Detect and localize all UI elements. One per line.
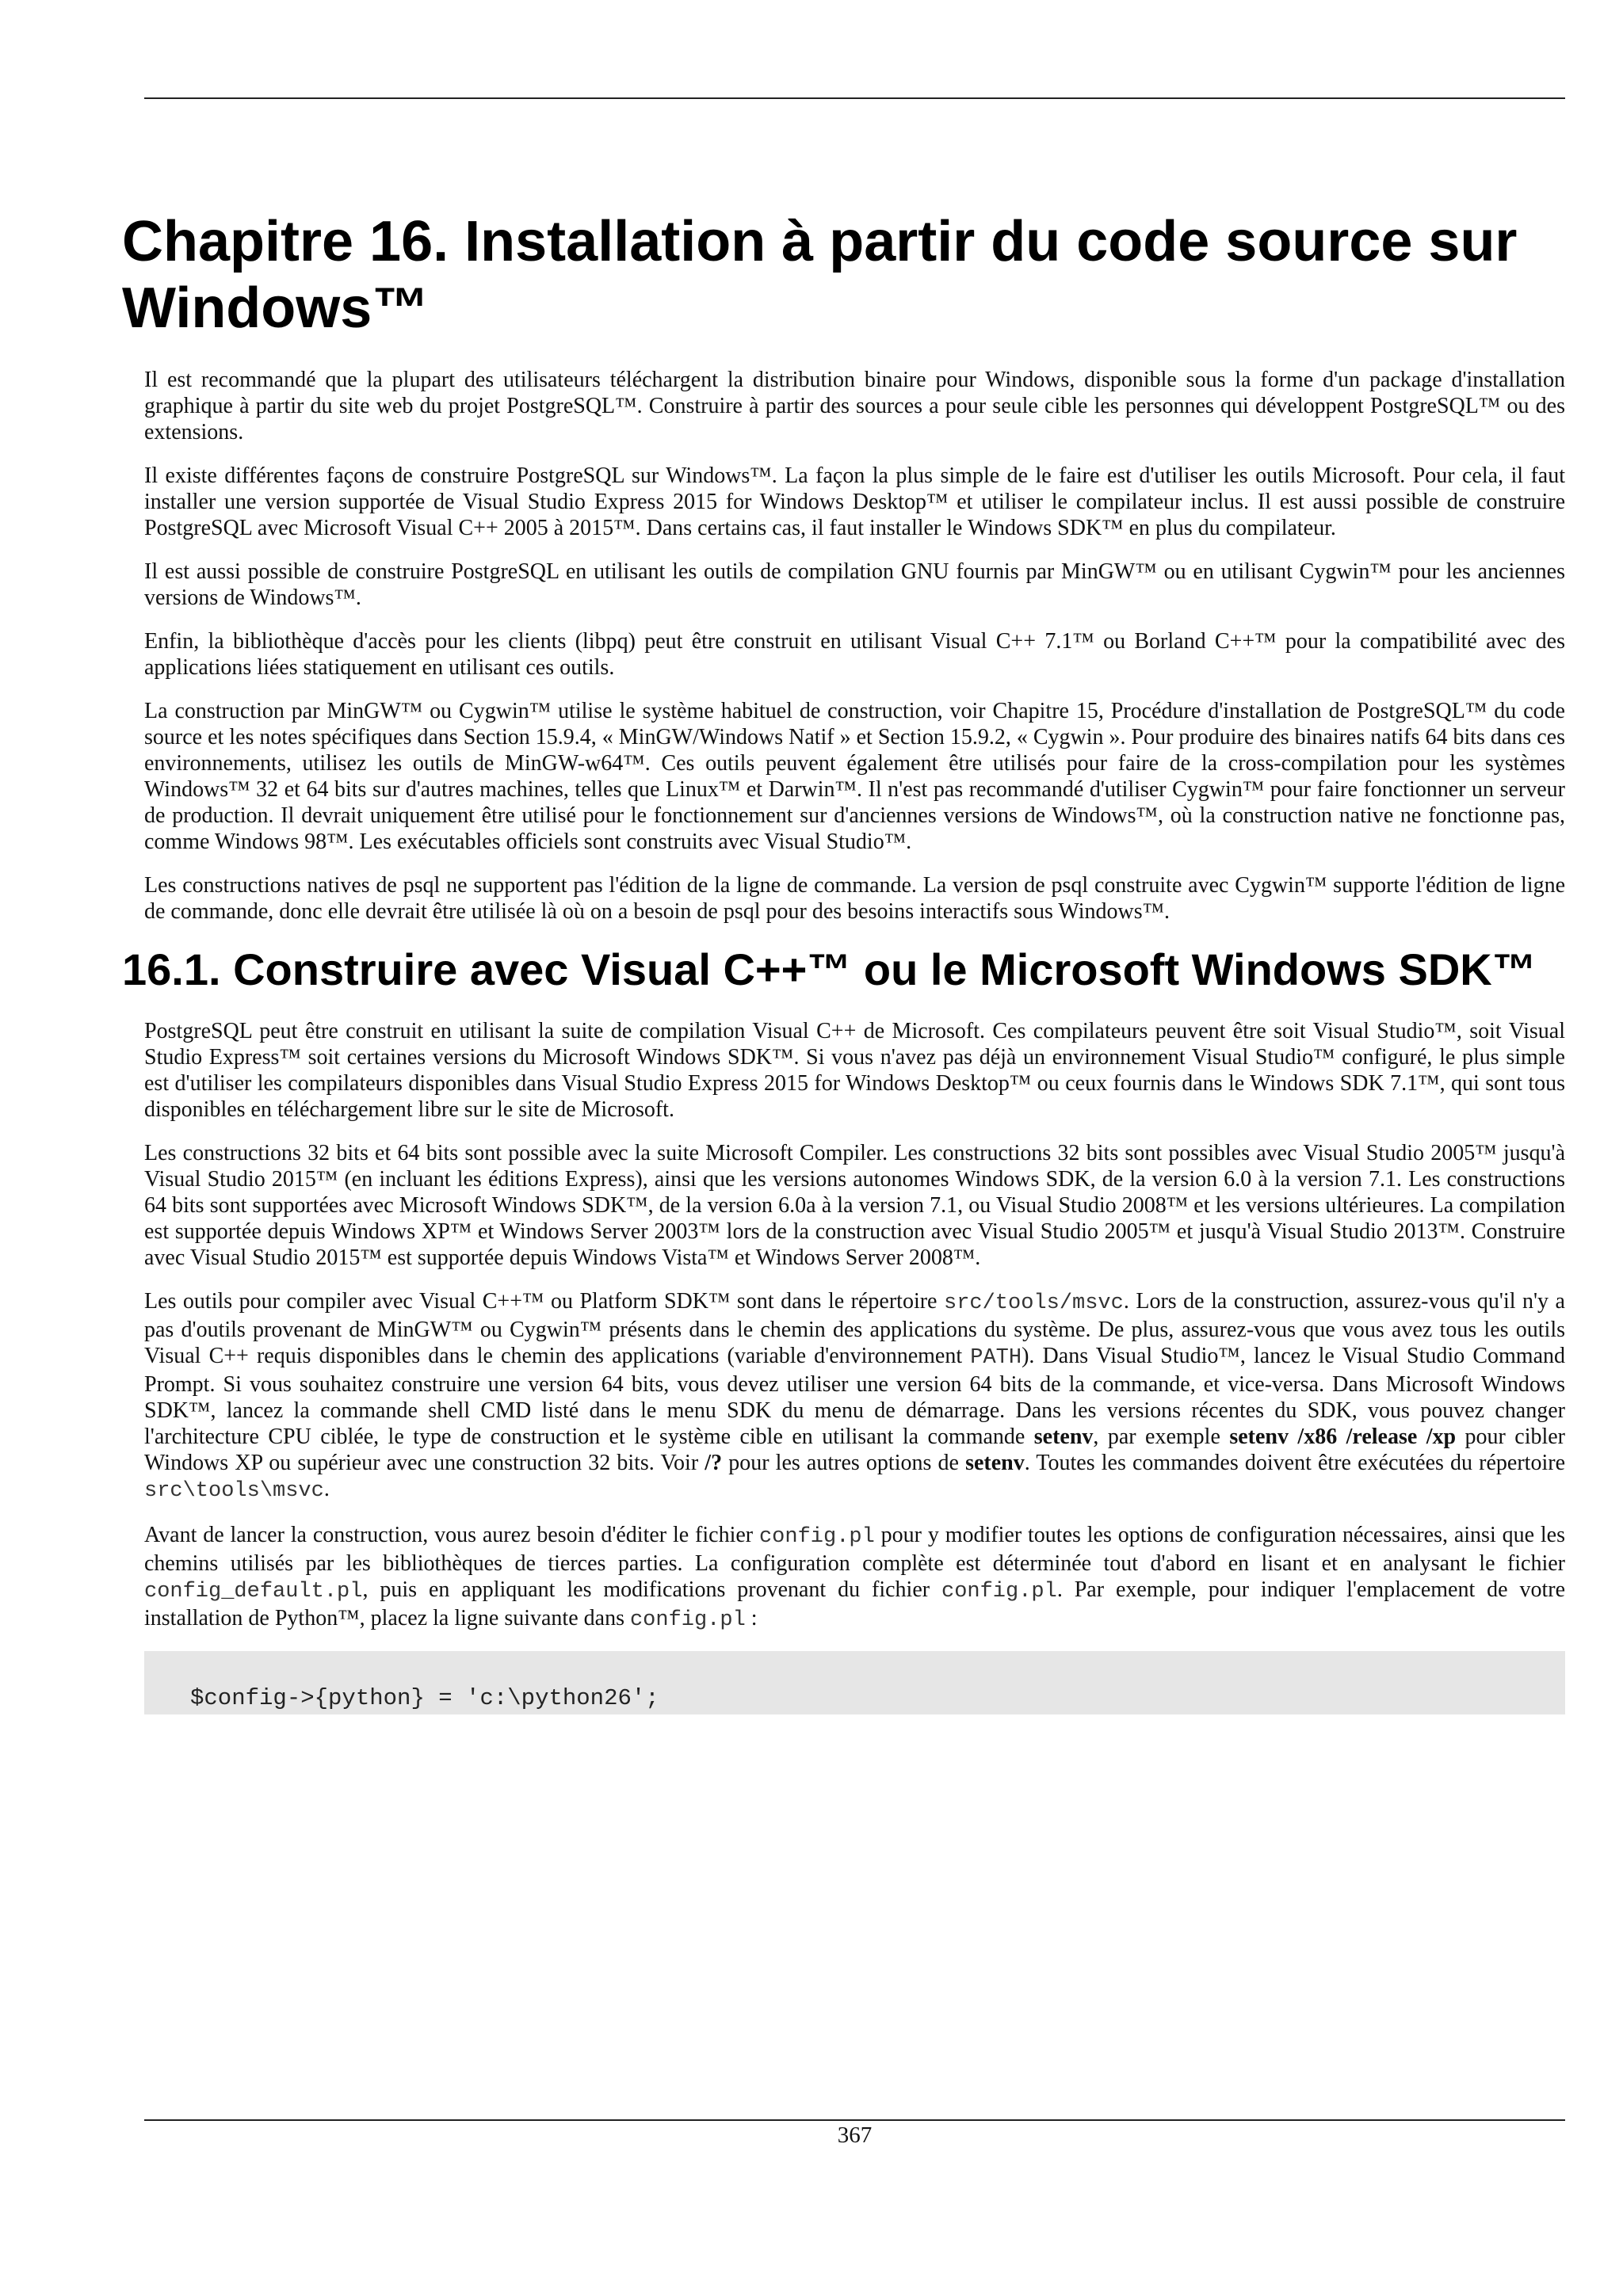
command-name: setenv — [1033, 1425, 1094, 1449]
section-paragraph-3 — [144, 1288, 1565, 1505]
footer-rule — [144, 2119, 1565, 2121]
chapter-paragraph-4: Enfin, la bibliothèque d'accès pour les clients (libpq) peut être construit en utilisant Visual C++ 7.1™ ou Borland C++™ pour la compatibilité avec des applications liées statiquement en utilisant ces outils. — [144, 629, 1565, 680]
text-run: . — [323, 1477, 330, 1501]
section-body — [144, 1018, 1565, 1714]
code-block — [144, 1651, 1565, 1714]
text-run: . Par exemple, pour indiquer l'emplacement de votre installation de Python™, placez la ligne suivante dans — [144, 1577, 1565, 1630]
code-line: $config->{python} = 'c:\python26'; — [190, 1685, 659, 1711]
chapter-paragraph-2: Il existe différentes façons de construire PostgreSQL sur Windows™. La façon la plus simple de le faire est d'utiliser les outils Microsoft. Pour cela, il faut installer une version supportée de Visual Studio Express 2015 for Windows Desktop™ et utiliser le compilateur inclus. Il est aussi possible de construire PostgreSQL avec Microsoft Visual C++ 2005 à 2015™. Dans certains cas, il faut installer le Windows SDK™ en plus du compilateur. — [144, 463, 1565, 540]
text-run: : — [745, 1606, 758, 1630]
text-run: pour cibler Windows XP ou supérieur avec une construction 32 bits. Voir — [144, 1425, 1566, 1475]
section-title: 16.1. Construire avec Visual C++™ ou le Microsoft Windows SDK™ — [122, 944, 1537, 994]
chapter-paragraph-5: La construction par MinGW™ ou Cygwin™ utilise le système habituel de construction, voir Chapitre 15, Procédure d'installation de PostgreSQL™ du code source et les notes spécifiques dans Section 15.9.4, « MinGW/Windows Natif » et Section 15.9.2, « Cygwin ». Pour produire des binaires natifs 64 bits dans ces environnements, utilisez les outils de MinGW-w64™. Ces outils peuvent également être utilisés pour faire de la cross-compilation pour les systèmes Windows™ 32 et 64 bits sur d'autres machines, telles que Linux™ et Darwin™. Il n'est pas recommandé d'utiliser Cygwin™ pour faire fonctionner un serveur de production. Il devrait uniquement être utilisé pour le fonctionnement sur d'anciennes versions de Windows™, où la construction native ne fonctionne pas, comme Windows 98™. Les exécutables officiels sont construits avec Visual Studio™. — [144, 699, 1565, 854]
command-option: /? — [705, 1451, 723, 1475]
env-variable: PATH — [970, 1346, 1022, 1370]
section-paragraph-2: Les constructions 32 bits et 64 bits sont possible avec la suite Microsoft Compiler. Les constructions 32 bits sont possibles avec Visual Studio 2005™ jusqu'à Visual Studio 2015™ (en incluant les éditions Express), ainsi que les versions autonomes Windows SDK, de la version 6.0 à la version 7.1. Les constructions 64 bits sont supportées avec Microsoft Windows SDK™, de la version 6.0a à la version 7.1, ou Visual Studio 2008™ et les versions ultérieures. La compilation est supportée depuis Windows XP™ et Windows Server 2003™ lors de la construction avec Visual Studio 2005™ et jusqu'à Visual Studio 2013™. Construire avec Visual Studio 2015™ est supportée depuis Windows Vista™ et Windows Server 2008™. — [144, 1141, 1565, 1270]
text-run: , par exemple — [1093, 1425, 1230, 1449]
file-name: config.pl — [629, 1608, 746, 1632]
text-run: . Toutes les commandes doivent être exécutées du répertoire — [1024, 1451, 1565, 1475]
chapter-paragraph-1: Il est recommandé que la plupart des utilisateurs téléchargent la distribution binaire pour Windows, disponible sous la forme d'un package d'installation graphique à partir du site web du projet PostgreSQL™. Construire à partir des sources a pour seule cible les personnes qui développent PostgreSQL™ ou des extensions. — [144, 368, 1565, 444]
file-name: config.pl — [941, 1580, 1057, 1604]
text-run: , puis en appliquant les modifications provenant du fichier — [362, 1577, 941, 1602]
text-run: . Lors de la construction, assurez-vous qu'il n'y a pas d'outils provenant de MinGW™ ou Cygwin™ présents dans le chemin des applications du système. De plus, assurez-vous que vous avez tous les outils Visual C++ requis disponibles dans le chemin des applications (variable d'environnement — [144, 1289, 1565, 1368]
header-rule — [144, 97, 1565, 99]
section-paragraph-1: PostgreSQL peut être construit en utilisant la suite de compilation Visual C++ de Microsoft. Ces compilateurs peuvent être soit Visual Studio™, soit Visual Studio Express™ soit certaines versions du Microsoft Windows SDK™. Si vous n'avez pas déjà un environnement Visual Studio™ configuré, le plus simple est d'utiliser les compilateurs disponibles dans Visual Studio Express 2015 for Windows Desktop™ ou ceux fournis dans le Windows SDK 7.1™, qui sont tous disponibles en téléchargement libre sur le site de Microsoft. — [144, 1019, 1565, 1122]
chapter-paragraph-6: Les constructions natives de psql ne supportent pas l'édition de la ligne de commande. La version de psql construite avec Cygwin™ supporte l'édition de ligne de commande, donc elle devrait être utilisée là où on a besoin de psql pour des besoins interactifs sous Windows™. — [144, 873, 1565, 924]
chapter-title: Chapitre 16. Installation à partir du code source sur Windows™ — [122, 210, 1518, 340]
directory-path: src\tools\msvc — [144, 1479, 324, 1503]
text-run: Les outils pour compiler avec Visual C++™ ou Platform SDK™ sont dans le répertoire — [144, 1289, 944, 1314]
command-example: setenv /x86 /release /xp — [1229, 1425, 1457, 1449]
text-run: pour y modifier toutes les options de configuration nécessaires, ainsi que les chemins utilisés par les bibliothèques de tierces parties. La configuration complète est déterminée tout d'abord en lisant et en analysant le fichier — [144, 1523, 1566, 1576]
command-name: setenv — [965, 1451, 1025, 1475]
file-name: config.pl — [758, 1525, 875, 1549]
text-run: ). Dans Visual Studio™, lancez le Visual Studio Command Prompt. Si vous souhaitez construire une version 64 bits, vous devez utiliser une version 64 bits de la commande, et vice-versa. Dans Microsoft Windows SDK™, lancez la commande shell CMD listé dans le menu SDK du menu de démarrage. Dans les versions récentes du SDK, vous pouvez changer l'architecture CPU ciblée, le type de construction et le système cible en utilisant la commande — [144, 1344, 1565, 1449]
file-name: config_default.pl — [144, 1580, 363, 1604]
chapter-paragraph-3: Il est aussi possible de construire PostgreSQL en utilisant les outils de compilation GNU fournis par MinGW™ ou en utilisant Cygwin™ pour les anciennes versions de Windows™. — [144, 559, 1565, 610]
page-content — [122, 208, 1564, 1714]
directory-path: src/tools/msvc — [944, 1291, 1124, 1315]
chapter-intro — [144, 367, 1565, 925]
text-run: Avant de lancer la construction, vous aurez besoin d'éditer le fichier — [144, 1523, 759, 1547]
text-run: pour les autres options de — [722, 1451, 966, 1475]
page-number: 367 — [837, 2122, 873, 2148]
section-paragraph-4 — [144, 1522, 1565, 1634]
